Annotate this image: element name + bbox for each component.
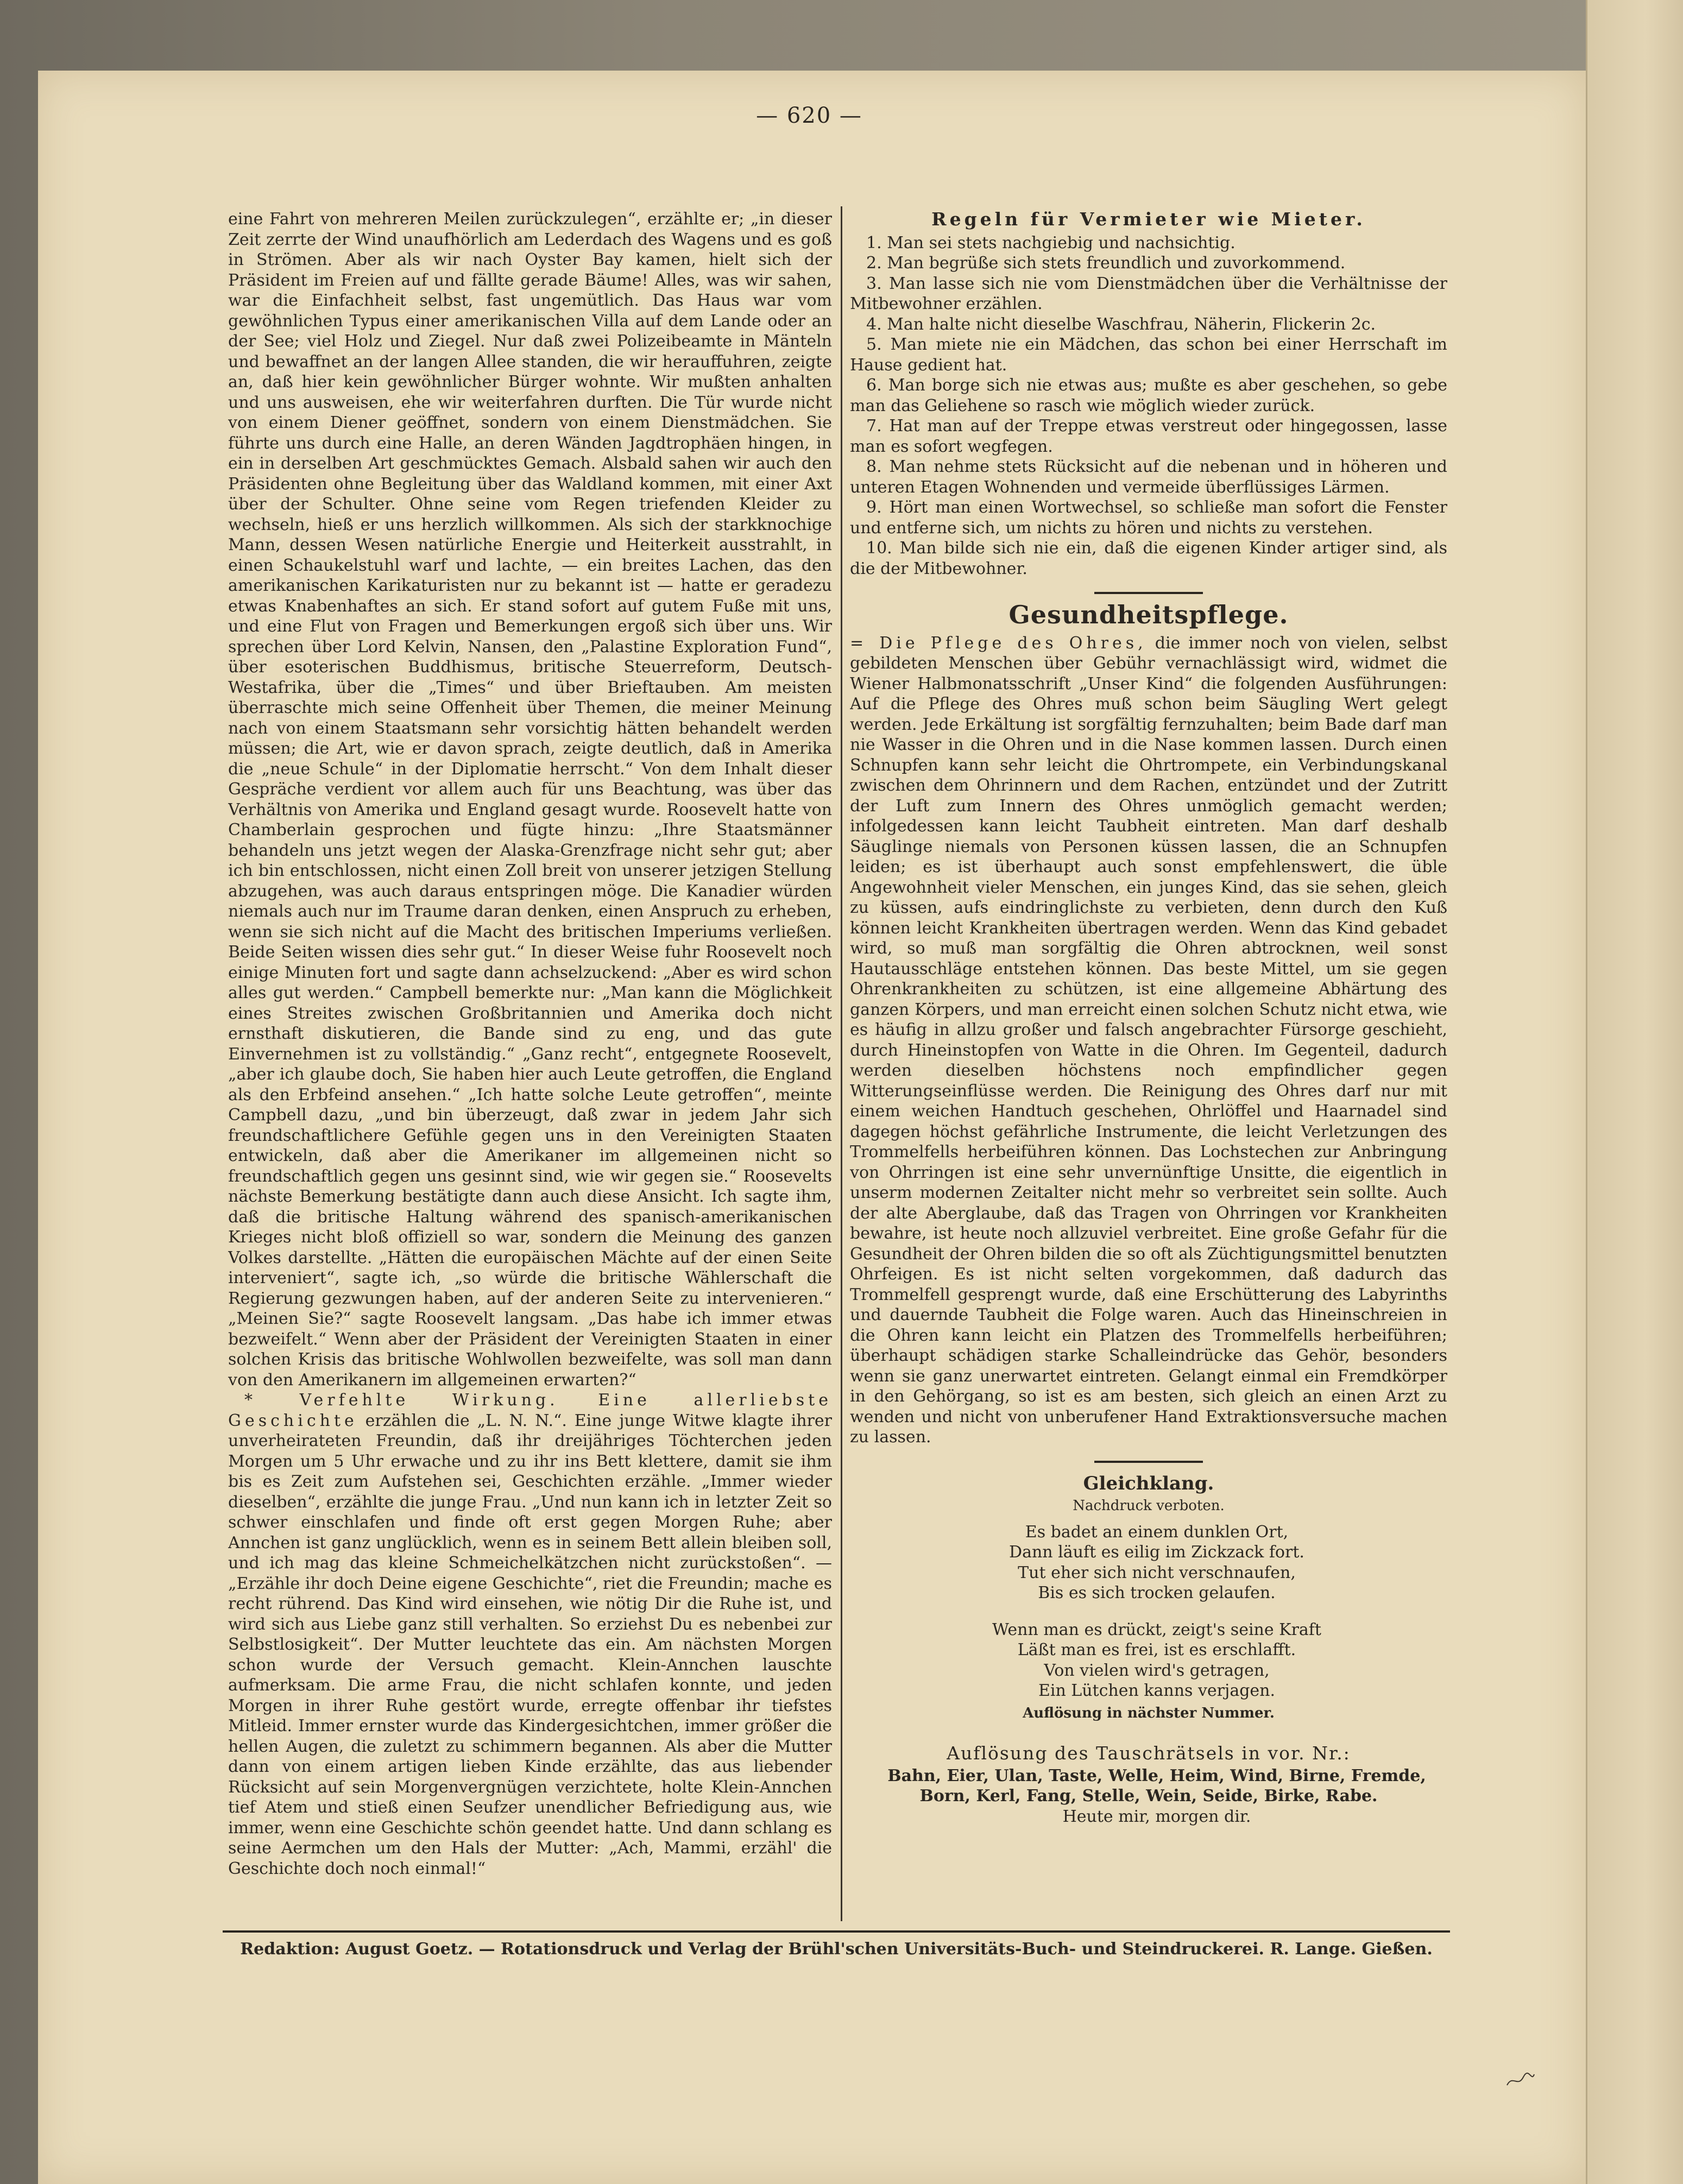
health-text: die immer noch von vielen, selbst gebildeten Menschen über Gebühr vernachlässigt wird, widmet die Wiener Halbmonatsschrift „Unser Kind“ die folgenden Ausführungen: Auf die Pflege des Ohres muß schon beim Säugling Wert gelegt werden. Jede Erkältung ist sorgfältig fernzuhalten; beim Bade darf man nie Wasser in die Ohren und in die Nase kommen lassen. Durch einen Schnupfen kann sehr leicht die Ohrtrompete, ein Verbindungskanal zwischen dem Ohrinnern und dem Rachen, entzündet und der Zutritt der Luft zum Innern des Ohres unmöglich gemacht werden; infolgedessen kann leicht Taubheit eintreten. Man darf deshalb Säuglinge niemals von Personen küssen lassen, die an Schnupfen leiden; es ist überhaupt auch sonst empfehlenswert, die üble Angewohnheit vieler Menschen, ein junges Kind, das sie sehen, gleich zu küssen, aufs eindringlichste zu verbieten, denn durch den Kuß können leicht Krankheiten übertragen werden. Wenn das Kind gebadet wird, so muß man sorgfältig die Ohren abtrocknen, weil sonst Hautausschläge entstehen können. Das beste Mittel, um sie gegen Ohrenkrankheiten zu schützen, ist eine allgemeine Abhärtung des ganzen Körpers, und man erreicht einen solchen Schutz nicht etwa, wie es häufig in allzu großer und falsch angebrachter Fürsorge geschieht, durch Hineinstopfen von Watte in die Ohren. Im Gegenteil, dadurch werden dieselben höchstens noch empfindlicher gegen Witterungseinflüsse werden. Die Reinigung des Ohres darf nur mit einem weichen Handtuch geschehen, Ohrlöffel und Haarnadel sind dagegen höchst gefährliche Instrumente, die leicht Verletzungen des Trommelfells herbeiführen können. Das Lochstechen zur Anbringung von Ohrringen ist eine sehr unvernünftige Unsitte, die eigentlich in unserm modernen Zeitalter nicht mehr so verbreitet sein sollte. Auch der alte Aberglaube, daß das Tragen von Ohrringen vor Krankheiten bewahre, ist heute noch allzuviel verbreitet. Eine große Gefahr für die Gesundheit der Ohren bilden die so oft als Züchtigungsmittel benutzten Ohrfeigen. Es ist nicht selten vorgekommen, daß dadurch das Trommelfell gesprengt wurde, daß eine Erschütterung des Labyrinths und dauernde Taubheit die Folge waren. Auch das Hineinschreien in die Ohren kann leicht ein Platzen des Trommelfells herbeiführen; überhaupt schädigen starke Schalleindrücke das Gehör, besonders wenn sie ganz unerwartet eintreten. Gelangt einmal ein Fremdkörper in den Gehörgang, so ist es am besten, sich gleich an einen Arzt zu wenden und nicht von unberufener Hand Extraktionsversuche machen zu lassen. bbox=[850, 633, 1447, 1447]
health-lead: = Die Pflege des Ohres, bbox=[850, 633, 1147, 653]
rule-item: 2. Man begrüße sich stets freundlich und zuvorkommend. bbox=[866, 254, 1346, 273]
riddle-poem bbox=[850, 1522, 1447, 1701]
solution-tagline: Heute mir, morgen dir. bbox=[1062, 1807, 1251, 1826]
poem-line: Es badet an einem dunklen Ort, bbox=[1025, 1522, 1289, 1542]
reprint-note: Nachdruck verboten. bbox=[1073, 1498, 1225, 1514]
solution-heading: Auflösung des Tauschrätsels in vor. Nr.: bbox=[947, 1743, 1351, 1764]
poem-line: Wenn man es drückt, zeigt's seine Kraft bbox=[992, 1620, 1321, 1639]
story-text: erzählen die „L. N. N.“. Eine junge Witwe klagte ihrer unverheirateten Freundin, daß ihr dreijähriges Töchterchen jeden Morgen um 5 Uhr erwache und zu ihr ins Bett klettere, damit sie ihm bis es Zeit zum Aufstehen sei, Geschichten erzähle. „Immer wieder dieselben“, erzählte die junge Frau. „Und nun kann ich in letzter Zeit so schwer einschlafen und finde oft erst gegen Morgen Ruhe; aber Annchen ist ganz unglücklich, wenn es in seinem Bett allein bleiben soll, und ich mag das kleine Schmeichelkätzchen nicht zurückstoßen“. — „Erzähle ihr doch Deine eigene Geschichte“, riet die Freundin; mache es recht rührend. Das Kind wird einsehen, wie nötig Dir die Ruhe ist, und wird sich aus Liebe ganz still verhalten. So erziehst Du es nebenbei zur Selbstlosigkeit“. Der Mutter leuchtete das ein. Am nächsten Morgen schon wurde der Versuch gemacht. Klein-Annchen lauschte aufmerksam. Die arme Frau, die nicht schlafen konnte, und jeden Morgen in ihrer Ruhe gestört wurde, erregte offenbar ihr tiefstes Mitleid. Immer ernster wurde das Kindergesichtchen, immer größer die hellen Augen, die zuletzt zu schimmern begannen. Als aber die Mutter dann von einem artigen lieben Kinde erzählte, das aus liebender Rücksicht auf sein Morgenvergnügen verzichtete, holte Klein-Annchen tief Atem und stieß einen Seufzer unendlicher Befriedigung aus, wie immer, wenn eine Geschichte schön geendet hatte. Und dann schlang es seine Aermchen um den Hals der Mutter: „Ach, Mammi, erzähl' die Geschichte doch noch einmal!“ bbox=[228, 1411, 832, 1878]
poem-line: Bis es sich trocken gelaufen. bbox=[1038, 1583, 1276, 1602]
rules-heading: Regeln für Vermieter wie Mieter. bbox=[931, 209, 1366, 230]
rule-item: 8. Man nehme stets Rücksicht auf die nebenan und in höheren und unteren Etagen Wohnenden und vermeide überflüssiges Lärmen. bbox=[850, 457, 1447, 497]
footer-rule bbox=[223, 1930, 1450, 1933]
poem-heading: Gleichklang. bbox=[1083, 1472, 1214, 1494]
section-divider bbox=[1094, 592, 1203, 594]
poem-line: Läßt man es frei, ist es erschlafft. bbox=[1017, 1640, 1296, 1659]
solution-text: Bahn, Eier, Ulan, Taste, Welle, Heim, Wind, Birne, Fremde, Born, Kerl, Fang, Stelle, Wein, Seide, Birke, Rabe. bbox=[887, 1766, 1426, 1806]
rule-item: 4. Man halte nicht dieselbe Waschfrau, Näherin, Flickerin 2c. bbox=[866, 314, 1376, 334]
solution-note: Auflösung in nächster Nummer. bbox=[1023, 1705, 1275, 1721]
article-roosevelt-text: eine Fahrt von mehreren Meilen zurückzulegen“, erzählte er; „in dieser Zeit zerrte der Wind unaufhörlich am Lederdach des Wagens und es goß in Strömen. Aber als wir nach Oyster Bay kamen, hielt sich der Präsident im Freien auf und fällte gerade Bäume! Alles, was wir sahen, war die Einfachheit selbst, fast ungemütlich. Das Haus war vom gewöhnlichen Typus einer amerikanischen Villa auf dem Lande oder an der See; viel Holz und Ziegel. Nur daß zwei Polizeibeamte in Mänteln und bewaffnet an der langen Allee standen, die wir herauffuhren, zeigte an, daß hier kein gewöhnlicher Bürger wohnte. Wir mußten anhalten und uns ausweisen, ehe wir weiterfahren durften. Die Tür wurde nicht von einem Diener geöffnet, sondern von einem Dienstmädchen. Sie führte uns durch eine Halle, an deren Wänden Jagdtrophäen hingen, in ein in derselben Art geschmücktes Gemach. Alsbald sahen wir auch den Präsidenten ohne Begleitung über das Waldland kommen, mit einer Axt über der Schulter. Ohne seine vom Regen triefenden Kleider zu wechseln, hieß er uns herzlich willkommen. Als sich der starkknochige Mann, dessen Wesen natürliche Energie und Heiterkeit ausstrahlt, in einen Schaukelstuhl warf und lachte, — ein breites Lachen, das den amerikanischen Karikaturisten nur zu bekannt ist — hatte er geradezu etwas Knabenhaftes an sich. Er stand sofort auf gutem Fuße mit uns, und eine Flut von Fragen und Bemerkungen ergoß sich über uns. Wir sprechen über Lord Kelvin, Nansen, den „Palastine Exploration Fund“, über esoterischen Buddhismus, britische Steuerreform, Deutsch-Westafrika, über die „Times“ und über Brieftauben. Am meisten überraschte mich seine Offenheit über Themen, die meiner Meinung nach von einem Staatsmann sehr vorsichtig hätten behandelt werden müssen; die Art, wie er davon sprach, zeigte deutlich, daß in Amerika die „neue Schule“ in der Diplomatie herrscht.“ Von dem Inhalt dieser Gespräche verdient vor allem auch für uns Beachtung, was über das Verhältnis von Amerika und England gesagt wurde. Roosevelt hatte von Chamberlain gesprochen und fügte hinzu: „Ihre Staatsmänner behandeln uns jetzt wegen der Alaska-Grenzfrage nicht sehr gut; aber ich bin entschlossen, nicht einen Zoll breit von unserer jetzigen Stellung abzugehen, was auch daraus entspringen möge. Die Kanadier würden niemals auch nur im Traume daran denken, einen Anspruch zu erheben, wenn sie sich nicht auf die Macht des britischen Imperiums verließen. Beide Seiten wissen dies sehr gut.“ In dieser Weise fuhr Roosevelt noch einige Minuten fort und sagte dann achselzuckend: „Aber es wird schon alles gut werden.“ Campbell bemerkte nur: „Man kann die Möglichkeit eines Streites zwischen Großbritannien und Amerika doch nicht ernsthaft diskutieren, die Bande sind zu eng, und das gute Einvernehmen ist zu vollständig.“ „Ganz recht“, entgegnete Roosevelt, „aber ich glaube doch, Sie haben hier auch Leute getroffen, die England als den Erbfeind ansehen.“ „Ich hatte solche Leute getroffen“, meinte Campbell dazu, „und bin überzeugt, daß zwar in jedem Jahr sich freundschaftlichere Gefühle gegen uns in den Vereinigten Staaten entwickeln, daß aber die Amerikaner im allgemeinen nicht so freundschaftlich gegen uns gesinnt sind, wie wir gegen sie.“ Roosevelts nächste Bemerkung bestätigte dann auch diese Ansicht. Ich sagte ihm, daß die britische Haltung während des spanisch-amerikanischen Krieges nicht bloß offiziell so war, sondern die Meinung des ganzen Volkes darstellte. „Hätten die europäischen Mächte auf der einen Seite interveniert“, sagte ich, „so würde die britische Wählerschaft die Regierung gezwungen haben, auf der anderen Seite zu intervenieren.“ „Meinen Sie?“ sagte Roosevelt langsam. „Das habe ich immer etwas bezweifelt.“ Wenn aber der Präsident der Vereinigten Staaten in einer solchen Krisis das britische Wohlwollen bezweifelte, was soll man dann von den Amerikanern im allgemeinen erwarten?“ bbox=[228, 210, 832, 1390]
page-number: — 620 — bbox=[756, 103, 862, 128]
adjacent-page-edge bbox=[1586, 0, 1683, 2184]
health-paragraph bbox=[850, 633, 1447, 1448]
poem-line: Ein Lütchen kanns verjagen. bbox=[1038, 1681, 1276, 1700]
poem-line: Tut eher sich nicht verschnaufen, bbox=[1018, 1563, 1296, 1582]
poem-line: Dann läuft es eilig im Zickzack fort. bbox=[1009, 1543, 1304, 1562]
story-paragraph bbox=[228, 1390, 832, 1879]
health-heading: Gesundheitspflege. bbox=[1008, 600, 1289, 629]
stanza-gap bbox=[850, 1604, 1447, 1620]
rule-item: 3. Man lasse sich nie vom Dienstmädchen über die Verhältnisse der Mitbewohner erzählen. bbox=[850, 274, 1447, 313]
right-column bbox=[850, 209, 1447, 1922]
story-lead: Eine allerliebste Geschichte bbox=[228, 1391, 832, 1430]
column-divider bbox=[841, 206, 842, 1921]
rule-item: 5. Man miete nie ein Mädchen, das schon bei einer Herrschaft im Hause gedient hat. bbox=[850, 335, 1447, 375]
story-title: * Verfehlte Wirkung. bbox=[244, 1391, 559, 1410]
poem-line: Von vielen wird's getragen, bbox=[1044, 1661, 1270, 1680]
left-column bbox=[228, 209, 832, 1922]
rule-item: 7. Hat man auf der Treppe etwas verstreut oder hingegossen, lasse man es sofort wegfegen. bbox=[850, 416, 1447, 456]
imprint-footer: Redaktion: August Goetz. — Rotationsdruck und Verlag der Brühl'schen Universitäts-Buch- und Steindruckerei. R. Lange. Gießen. bbox=[240, 1940, 1433, 1959]
rule-item: 10. Man bilde sich nie ein, daß die eigenen Kinder artiger sind, als die der Mitbewohner. bbox=[850, 539, 1447, 578]
rule-item: 6. Man borge sich nie etwas aus; mußte es aber geschehen, so gebe man das Geliehene so rasch wie möglich wieder zurück. bbox=[850, 376, 1447, 415]
rule-item: 9. Hört man einen Wortwechsel, so schließe man sofort die Fenster und entferne sich, um nichts zu hören und nichts zu verstehen. bbox=[850, 498, 1447, 538]
handwritten-mark-icon bbox=[1504, 2069, 1537, 2091]
rule-item: 1. Man sei stets nachgiebig und nachsichtig. bbox=[866, 233, 1236, 253]
section-divider bbox=[1094, 1461, 1203, 1463]
